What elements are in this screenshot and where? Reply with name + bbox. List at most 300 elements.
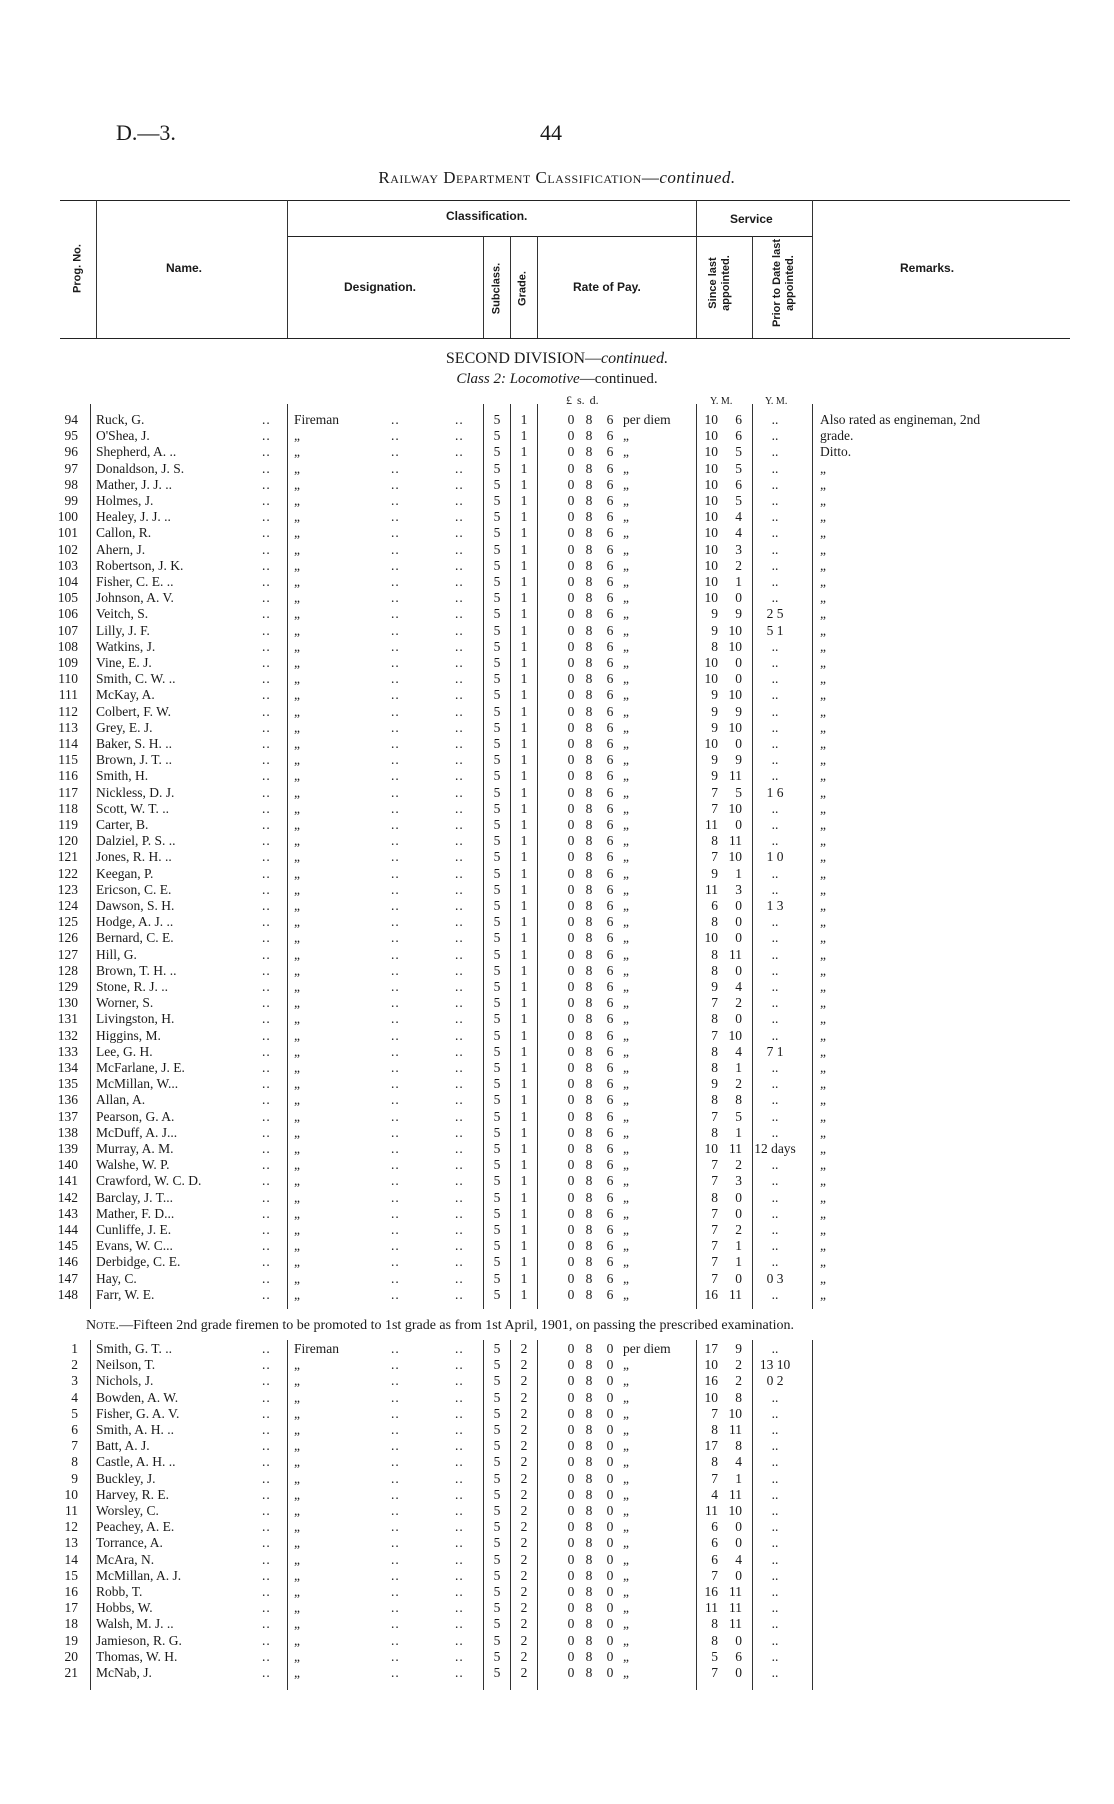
designation-cell: „ (294, 1519, 300, 1535)
subclass-cell: 5 (493, 1600, 501, 1616)
leader-dots: .. (455, 1357, 464, 1373)
table-row (0, 1600, 1114, 1616)
remarks-cell: „ (820, 460, 826, 476)
pay-pence-cell: 6 (606, 509, 614, 525)
since-months-cell: 2 (735, 557, 742, 573)
since-months-cell: 4 (735, 509, 742, 525)
leader-dots: .. (455, 509, 464, 525)
leader-dots: .. (262, 541, 271, 557)
designation-cell: „ (294, 606, 300, 622)
designation-cell: „ (294, 1254, 300, 1270)
since-years-cell: 8 (711, 914, 718, 930)
leader-dots: .. (455, 1389, 464, 1405)
pay-pence-cell: 6 (606, 1286, 614, 1302)
since-months-cell: 2 (735, 995, 742, 1011)
leader-dots: .. (391, 460, 400, 476)
prog-no-cell: 138 (57, 1124, 78, 1140)
designation-cell: „ (294, 1108, 300, 1124)
table-row (0, 1390, 1114, 1406)
table-row (0, 963, 1114, 979)
prior-service-cell: .. (771, 1092, 779, 1108)
pay-pounds-cell: 0 (567, 752, 575, 768)
leader-dots: .. (262, 1503, 271, 1518)
leader-dots: .. (455, 1205, 464, 1221)
since-months-cell: 8 (735, 1389, 742, 1405)
since-years-cell: 9 (711, 687, 718, 703)
since-years-cell: 11 (705, 1503, 718, 1518)
pay-period-cell: „ (623, 1454, 629, 1470)
pay-period-cell: „ (623, 719, 629, 735)
prior-service-cell: 5 1 (766, 622, 784, 638)
pay-pounds-cell: 0 (567, 493, 575, 508)
since-months-cell: 11 (729, 1141, 742, 1156)
prior-service-cell: .. (771, 962, 779, 978)
pay-pounds-cell: 0 (567, 1173, 575, 1189)
leader-dots: .. (391, 1503, 400, 1518)
subclass-cell: 5 (493, 1665, 501, 1680)
table-row (0, 995, 1114, 1011)
grade-cell: 1 (520, 849, 528, 865)
since-months-cell: 5 (735, 493, 742, 508)
designation-cell: „ (294, 1060, 300, 1075)
remarks-cell: „ (820, 946, 826, 962)
pay-pence-cell: 6 (606, 1189, 614, 1205)
table-row (0, 590, 1114, 606)
subclass-cell: 5 (493, 638, 501, 654)
leader-dots: .. (455, 962, 464, 978)
leader-dots: .. (262, 946, 271, 962)
pay-pounds-cell: 0 (567, 881, 575, 897)
prog-no-cell: 115 (58, 752, 78, 768)
remarks-cell: „ (820, 655, 826, 670)
pay-pounds-cell: 0 (567, 946, 575, 962)
leader-dots: .. (262, 1567, 271, 1583)
leader-dots: .. (262, 784, 271, 800)
prog-no-cell: 121 (57, 849, 78, 865)
pay-pence-cell: 6 (606, 1205, 614, 1221)
prior-service-cell: .. (771, 525, 779, 541)
pay-pence-cell: 6 (606, 1108, 614, 1124)
pay-pounds-cell: 0 (567, 784, 575, 800)
table-row (0, 801, 1114, 817)
remarks-header: Remarks. (900, 261, 955, 275)
leader-dots: .. (391, 1341, 400, 1356)
remarks-cell: Ditto. (820, 444, 852, 460)
name-cell: Jamieson, R. G. (96, 1632, 182, 1648)
prior-service-cell: .. (771, 881, 779, 897)
name-cell: Walshe, W. P. (96, 1157, 170, 1173)
pay-pence-cell: 6 (606, 574, 614, 589)
leader-dots: .. (391, 962, 400, 978)
since-years-cell: 7 (711, 1665, 718, 1680)
since-months-cell: 6 (735, 428, 742, 444)
pay-shillings-cell: 8 (585, 1470, 593, 1486)
since-months-cell: 1 (735, 865, 742, 881)
since-years-cell: 7 (711, 1222, 718, 1237)
table-row (0, 768, 1114, 784)
leader-dots: .. (391, 995, 400, 1011)
prior-service-cell: .. (771, 1422, 779, 1437)
leader-dots: .. (391, 541, 400, 557)
since-months-cell: 11 (729, 1600, 742, 1616)
leader-dots: .. (262, 1189, 271, 1205)
leader-dots: .. (455, 671, 464, 687)
pay-period-cell: „ (623, 930, 629, 946)
pay-pence-cell: 6 (606, 1157, 614, 1173)
since-months-cell: 3 (735, 541, 742, 557)
table-row (0, 752, 1114, 768)
leader-dots: .. (391, 1173, 400, 1189)
since-months-cell: 10 (728, 687, 742, 703)
pay-period-cell: „ (623, 784, 629, 800)
pay-pounds-cell: 0 (567, 1286, 575, 1302)
prog-no-cell: 99 (64, 493, 78, 508)
prior-service-cell: .. (771, 1076, 779, 1092)
grade-cell: 1 (520, 574, 528, 589)
since-years-cell: 11 (705, 817, 718, 832)
prog-no-cell: 131 (57, 1011, 78, 1027)
pay-period-cell: „ (623, 1665, 629, 1680)
prior-service-cell: .. (771, 1108, 779, 1124)
grade-cell: 1 (520, 719, 528, 735)
pay-period-cell: „ (623, 525, 629, 541)
name-cell: Cunliffe, J. E. (96, 1222, 172, 1237)
name-cell: Callon, R. (96, 525, 152, 541)
pay-period-cell: „ (623, 1043, 629, 1059)
pay-period-cell: „ (623, 1357, 629, 1373)
pay-pounds-cell: 0 (567, 1254, 575, 1270)
grade-cell: 1 (520, 493, 528, 508)
pay-shillings-cell: 8 (585, 1043, 593, 1059)
prog-no-cell: 144 (57, 1222, 78, 1237)
remarks-cell: „ (820, 1270, 826, 1286)
pay-shillings-cell: 8 (585, 493, 593, 508)
pay-pence-cell: 0 (606, 1438, 614, 1454)
since-years-cell: 7 (711, 1157, 718, 1173)
designation-cell: „ (294, 930, 300, 946)
since-years-cell: 9 (711, 752, 718, 768)
pay-period-cell: „ (623, 574, 629, 589)
pay-pounds-cell: 0 (567, 1205, 575, 1221)
table-row (0, 1373, 1114, 1389)
subclass-cell: 5 (493, 428, 501, 444)
designation-cell: „ (294, 1648, 300, 1664)
prior-service-cell: .. (771, 1238, 779, 1254)
since-months-cell: 11 (729, 1616, 742, 1632)
pay-shillings-cell: 8 (585, 881, 593, 897)
remarks-cell: „ (820, 574, 826, 589)
since-months-cell: 4 (735, 979, 742, 994)
since-years-cell: 8 (711, 1189, 718, 1205)
leader-dots: .. (262, 493, 271, 508)
grade-cell: 2 (520, 1422, 528, 1437)
table-row (0, 1422, 1114, 1438)
grade-cell: 2 (520, 1405, 528, 1421)
pay-shillings-cell: 8 (585, 1373, 593, 1389)
pay-pounds-cell: 0 (567, 525, 575, 541)
prior-service-cell: .. (771, 995, 779, 1011)
subclass-cell: 5 (493, 1584, 501, 1599)
grade-cell: 1 (520, 460, 528, 476)
pay-shillings-cell: 8 (585, 1357, 593, 1373)
table-row (0, 1125, 1114, 1141)
since-months-cell: 9 (735, 1341, 742, 1356)
pay-pounds-cell: 0 (567, 1503, 575, 1518)
since-years-cell: 6 (711, 898, 718, 913)
leader-dots: .. (262, 525, 271, 541)
leader-dots: .. (391, 1157, 400, 1173)
pay-shillings-cell: 8 (585, 412, 593, 427)
leader-dots: .. (262, 412, 271, 427)
pay-period-cell: „ (623, 1616, 629, 1632)
pay-shillings-cell: 8 (585, 995, 593, 1011)
pay-period-cell: „ (623, 865, 629, 881)
since-months-cell: 9 (735, 752, 742, 768)
leader-dots: .. (391, 557, 400, 573)
pay-pounds-cell: 0 (567, 1124, 575, 1140)
since-years-cell: 8 (711, 1124, 718, 1140)
leader-dots: .. (391, 1438, 400, 1454)
grade-cell: 1 (520, 412, 528, 427)
leader-dots: .. (455, 1011, 464, 1027)
since-months-cell: 11 (729, 1486, 742, 1502)
prior-service-cell: .. (771, 1584, 779, 1599)
subclass-cell: 5 (493, 930, 501, 946)
leader-dots: .. (455, 1270, 464, 1286)
since-years-cell: 10 (704, 930, 718, 946)
table-row (0, 1060, 1114, 1076)
name-cell: Robertson, J. K. (96, 557, 184, 573)
pay-pounds-cell: 0 (567, 800, 575, 816)
prior-service-cell: 1 0 (766, 849, 784, 865)
name-cell: McDuff, A. J... (96, 1124, 178, 1140)
designation-cell: „ (294, 833, 300, 849)
since-years-cell: 6 (711, 1551, 718, 1567)
pay-period-cell: „ (623, 509, 629, 525)
grade-cell: 1 (520, 1205, 528, 1221)
leader-dots: .. (262, 444, 271, 460)
remarks-cell: „ (820, 1254, 826, 1270)
designation-cell: „ (294, 1286, 300, 1302)
pay-shillings-cell: 8 (585, 962, 593, 978)
grade-cell: 1 (520, 476, 528, 492)
pay-pounds-cell: 0 (567, 1189, 575, 1205)
pay-pence-cell: 0 (606, 1503, 614, 1518)
pay-pence-cell: 6 (606, 800, 614, 816)
pay-pounds-cell: 0 (567, 1238, 575, 1254)
subclass-cell: 5 (493, 606, 501, 622)
since-years-cell: 11 (705, 1600, 718, 1616)
subclass-cell: 5 (493, 525, 501, 541)
grade-cell: 1 (520, 606, 528, 622)
leader-dots: .. (455, 898, 464, 913)
division-suffix: continued. (601, 350, 669, 367)
subclass-cell: 5 (493, 995, 501, 1011)
grade-cell: 1 (520, 703, 528, 719)
since-months-cell: 4 (735, 1454, 742, 1470)
pay-pence-cell: 6 (606, 525, 614, 541)
pay-pence-cell: 6 (606, 412, 614, 427)
since-months-cell: 0 (735, 817, 742, 832)
leader-dots: .. (262, 1357, 271, 1373)
name-cell: Lee, G. H. (96, 1043, 153, 1059)
prog-no-cell: 130 (57, 995, 78, 1011)
pay-period-cell: „ (623, 557, 629, 573)
leader-dots: .. (455, 1503, 464, 1518)
pay-period-cell: „ (623, 638, 629, 654)
pay-pounds-cell: 0 (567, 541, 575, 557)
pay-period-cell: „ (623, 1600, 629, 1616)
subclass-cell: 5 (493, 962, 501, 978)
pay-pence-cell: 6 (606, 736, 614, 751)
table-row (0, 428, 1114, 444)
name-cell: Smith, A. H. .. (96, 1422, 175, 1437)
table-row (0, 1552, 1114, 1568)
name-cell: Ruck, G. (96, 412, 145, 427)
since-months-cell: 10 (728, 800, 742, 816)
pay-pence-cell: 0 (606, 1454, 614, 1470)
subclass-cell: 5 (493, 476, 501, 492)
name-cell: Hill, G. (96, 946, 137, 962)
pay-period-cell: „ (623, 1011, 629, 1027)
prog-no-cell: 6 (71, 1422, 78, 1437)
prior-service-cell: .. (771, 557, 779, 573)
designation-cell: „ (294, 849, 300, 865)
remarks-cell: „ (820, 493, 826, 508)
pay-pounds-cell: 0 (567, 865, 575, 881)
pay-pence-cell: 6 (606, 979, 614, 994)
name-cell: Hay, C. (96, 1270, 137, 1286)
prior-service-cell: .. (771, 817, 779, 832)
grade-cell: 1 (520, 1108, 528, 1124)
leader-dots: .. (455, 736, 464, 751)
pay-period-cell: „ (623, 800, 629, 816)
pay-shillings-cell: 8 (585, 428, 593, 444)
name-cell: Smith, C. W. .. (96, 671, 176, 687)
subclass-cell: 5 (493, 590, 501, 606)
since-months-cell: 4 (735, 1043, 742, 1059)
pay-shillings-cell: 8 (585, 1438, 593, 1454)
leader-dots: .. (455, 1454, 464, 1470)
since-years-cell: 9 (711, 865, 718, 881)
name-cell: Donaldson, J. S. (96, 460, 185, 476)
prior-service-cell: .. (771, 1486, 779, 1502)
name-cell: Carter, B. (96, 817, 149, 832)
subclass-cell: 5 (493, 833, 501, 849)
table-row (0, 1454, 1114, 1470)
since-months-cell: 2 (735, 1157, 742, 1173)
subclass-cell: 5 (493, 655, 501, 670)
prior-service-cell: .. (771, 509, 779, 525)
prog-no-cell: 146 (57, 1254, 78, 1270)
leader-dots: .. (262, 428, 271, 444)
since-years-cell: 10 (704, 671, 718, 687)
table-row (0, 1109, 1114, 1125)
leader-dots: .. (455, 817, 464, 832)
leader-dots: .. (391, 1405, 400, 1421)
pay-period-cell: „ (623, 995, 629, 1011)
since-months-cell: 0 (735, 736, 742, 751)
table-row (0, 1503, 1114, 1519)
since-years-cell: 7 (711, 1173, 718, 1189)
prior-service-cell: .. (771, 768, 779, 784)
prog-no-cell: 127 (57, 946, 78, 962)
subclass-cell: 5 (493, 1157, 501, 1173)
remarks-cell: „ (820, 622, 826, 638)
pay-pounds-cell: 0 (567, 1092, 575, 1108)
pay-shillings-cell: 8 (585, 768, 593, 784)
subclass-cell: 5 (493, 784, 501, 800)
prior-service-cell: .. (771, 1470, 779, 1486)
leader-dots: .. (455, 1470, 464, 1486)
table-row (0, 1519, 1114, 1535)
leader-dots: .. (391, 574, 400, 589)
leader-dots: .. (455, 914, 464, 930)
leader-dots: .. (262, 1286, 271, 1302)
prior-service-cell: .. (771, 428, 779, 444)
since-years-cell: 8 (711, 1043, 718, 1059)
pay-pence-cell: 0 (606, 1486, 614, 1502)
subclass-cell: 5 (493, 622, 501, 638)
pay-shillings-cell: 8 (585, 703, 593, 719)
leader-dots: .. (391, 622, 400, 638)
leader-dots: .. (455, 946, 464, 962)
pay-period-cell: „ (623, 428, 629, 444)
pay-period-cell: „ (623, 881, 629, 897)
pay-pounds-cell: 0 (567, 1043, 575, 1059)
pay-pence-cell: 6 (606, 849, 614, 865)
since-months-cell: 3 (735, 1173, 742, 1189)
pay-pounds-cell: 0 (567, 671, 575, 687)
prior-service-cell: 1 3 (766, 898, 784, 913)
leader-dots: .. (391, 736, 400, 751)
leader-dots: .. (455, 1173, 464, 1189)
leader-dots: .. (455, 476, 464, 492)
table-row (0, 412, 1114, 428)
subclass-cell: 5 (493, 1438, 501, 1454)
pay-pounds-cell: 0 (567, 460, 575, 476)
grade-cell: 1 (520, 638, 528, 654)
grade-cell: 2 (520, 1567, 528, 1583)
leader-dots: .. (455, 1092, 464, 1108)
leader-dots: .. (455, 1438, 464, 1454)
since-years-cell: 8 (711, 1011, 718, 1027)
prog-no-cell: 101 (57, 525, 78, 541)
pay-pounds-cell: 0 (567, 509, 575, 525)
service-header: Service (730, 212, 773, 226)
pay-pence-cell: 0 (606, 1341, 614, 1356)
prior-service-cell: 0 2 (766, 1373, 784, 1389)
since-years-cell: 9 (711, 622, 718, 638)
name-cell: Livingston, H. (96, 1011, 175, 1027)
since-years-cell: 11 (705, 881, 718, 897)
name-cell: Neilson, T. (96, 1357, 156, 1373)
pay-shillings-cell: 8 (585, 914, 593, 930)
leader-dots: .. (391, 1454, 400, 1470)
pay-pence-cell: 0 (606, 1357, 614, 1373)
since-months-cell: 2 (735, 1373, 742, 1389)
designation-cell: „ (294, 460, 300, 476)
pay-period-cell: „ (623, 1173, 629, 1189)
remarks-cell: „ (820, 541, 826, 557)
since-months-cell: 9 (735, 703, 742, 719)
pay-pence-cell: 6 (606, 719, 614, 735)
remarks-cell: „ (820, 1189, 826, 1205)
pay-pounds-cell: 0 (567, 1535, 575, 1551)
designation-cell: „ (294, 1616, 300, 1632)
pay-shillings-cell: 8 (585, 671, 593, 687)
leader-dots: .. (391, 914, 400, 930)
